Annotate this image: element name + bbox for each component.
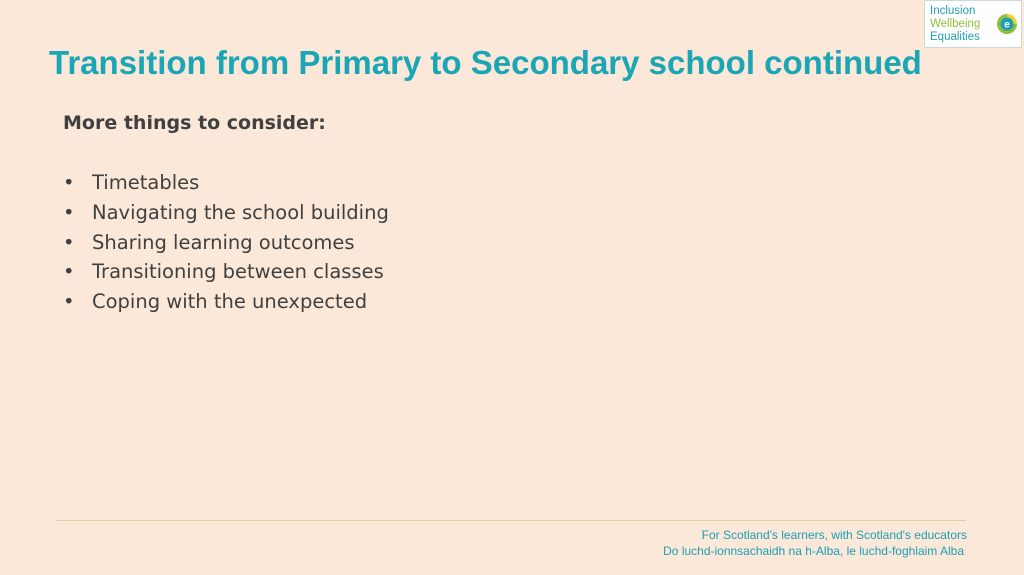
list-item	[63, 168, 389, 198]
logo-line-wellbeing: Wellbeing	[930, 18, 981, 30]
bullet-dot-icon: •	[63, 290, 75, 314]
footer	[663, 527, 967, 559]
list-item	[63, 287, 389, 317]
list-item	[63, 257, 389, 287]
list-item	[63, 198, 389, 228]
logo-mark-letter: e	[1004, 19, 1010, 31]
bullet-dot-icon: •	[63, 260, 75, 284]
logo-e-icon	[995, 12, 1019, 36]
bullet-text: Coping with the unexpected	[92, 290, 368, 314]
bullet-list	[63, 168, 389, 317]
bullet-text: Timetables	[92, 171, 200, 194]
bullet-text: Sharing learning outcomes	[92, 230, 355, 254]
footer-tagline-gaelic: Do luchd-ionnsachaidh na h-Alba, le luchd-foghlaim Alba	[663, 544, 964, 558]
footer-divider	[56, 520, 966, 521]
bullet-dot-icon: •	[63, 171, 75, 194]
bullet-dot-icon: •	[63, 230, 75, 254]
logo-line-inclusion: Inclusion	[930, 5, 976, 17]
bullet-text: Navigating the school building	[92, 200, 389, 224]
footer-tagline-english: For Scotland's learners, with Scotland's educators	[701, 528, 967, 542]
bullet-text: Transitioning between classes	[92, 260, 384, 284]
inclusion-wellbeing-equalities-logo	[924, 0, 1022, 48]
list-item	[63, 228, 389, 258]
bullet-dot-icon: •	[63, 200, 75, 224]
slide-subheading: More things to consider:	[63, 112, 326, 134]
logo-text	[930, 5, 980, 44]
slide-title: Transition from Primary to Secondary school continued	[49, 44, 922, 81]
logo-line-equalities: Equalities	[930, 31, 980, 43]
